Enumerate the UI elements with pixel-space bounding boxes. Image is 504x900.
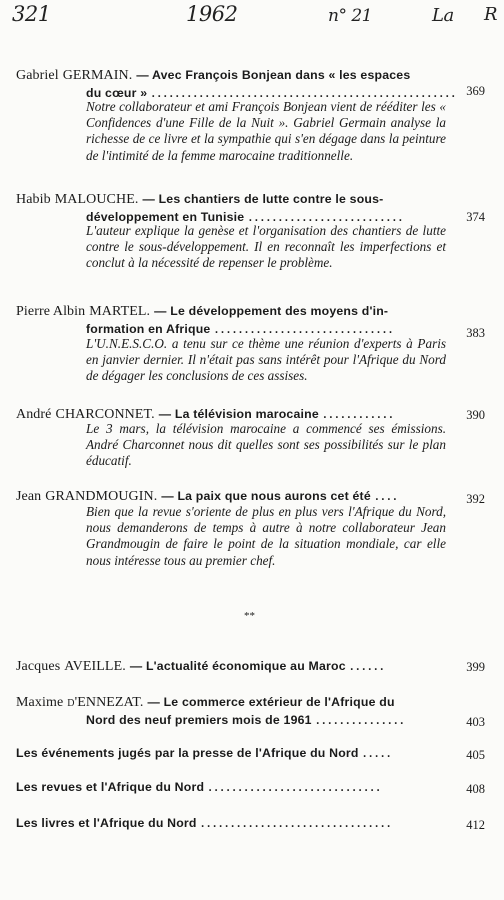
entry-head-line: Maxime d'ENNEZAT. — Le commerce extérieur de l'Afrique du — [16, 695, 395, 710]
article-title-line2: développement en Tunisie — [86, 210, 245, 224]
page-number: 408 — [466, 782, 485, 796]
author-last-name: AVEILLE. — [64, 659, 126, 674]
handwritten-issue-number: n° 21 — [328, 6, 372, 26]
article-description: Le 3 mars, la télévision marocaine a commencé ses émissions. André Charconnet nous dit quelles sont ses possibilités sur le plan éducatif. — [86, 421, 446, 469]
leader-dots: ............... — [315, 711, 406, 728]
handwritten-year: 1962 — [186, 2, 238, 26]
section-title-line — [16, 814, 393, 832]
leader-dots: ...... — [349, 657, 386, 674]
article-title: L'actualité économique au Maroc — [145, 659, 346, 673]
section-title-line — [16, 778, 382, 796]
page-number: 399 — [466, 660, 485, 674]
section-title: Les livres et l'Afrique du Nord — [16, 816, 197, 830]
entry-head-line: Habib MALOUCHE. — Les chantiers de lutte contre le sous- — [16, 192, 384, 207]
article-title-line2: formation en Afrique — [86, 322, 211, 336]
section-title: Les revues et l'Afrique du Nord — [16, 780, 205, 794]
leader-dots: ............ — [322, 405, 395, 422]
leader-dots: .... — [374, 487, 399, 504]
article-description: L'U.N.E.S.C.O. a tenu sur ce thème une réunion d'experts à Paris en janvier dernier. Il n'était pas sans intérêt pour l'Afrique du Nord de dégager les conclusions de ces assises. — [86, 336, 446, 384]
article-description: Notre collaborateur et ami François Bonjean vient de rééditer les « Confidences d'une Fille de la Nuit ». Gabriel Germain analyse la richesse de ce livre et la sympathie qui s'en dégage dans la peinture de l'intimité de la femme marocaine traditionnelle. — [86, 99, 446, 163]
page-number: 390 — [466, 408, 485, 422]
article-title: Le développement des moyens d'in- — [170, 304, 389, 318]
page-number: 412 — [466, 818, 485, 832]
entry-head-line: Jean GRANDMOUGIN. — La paix que nous aurons cet été .... — [16, 487, 399, 504]
leader-dots: .......................... — [248, 208, 405, 225]
article-title: Les chantiers de lutte contre le sous- — [158, 192, 384, 206]
author-first-name: Jean — [16, 489, 42, 504]
author-last-name: MARTEL. — [89, 304, 151, 319]
author-first-name: Pierre Albin — [16, 304, 86, 319]
author-first-name: André — [16, 407, 52, 422]
leader-dots: ................................................... — [151, 84, 458, 101]
entry-head-line: André CHARCONNET. — La télévision marocaine ............ — [16, 405, 395, 422]
article-title-line2: Nord des neuf premiers mois de 1961 — [86, 713, 312, 727]
author-first-name: Jacques — [16, 659, 61, 674]
section-title: Les événements jugés par la presse de l'Afrique du Nord — [16, 746, 359, 760]
entry-head-line: Gabriel GERMAIN. — Avec François Bonjean dans « les espaces — [16, 68, 411, 83]
entry-title-continued — [86, 711, 406, 729]
article-title-line2: du cœur » — [86, 86, 148, 100]
page-number: 405 — [466, 748, 485, 762]
author-first-name: Maxime — [16, 695, 64, 710]
handwritten-edge-mark: R — [484, 4, 498, 25]
author-last-name: GERMAIN. — [62, 68, 133, 83]
entry-head-line: Pierre Albin MARTEL. — Le développement des moyens d'in- — [16, 304, 389, 319]
asterism-separator: ** — [244, 610, 255, 622]
leader-dots: ................................ — [200, 814, 393, 831]
author-last-name: d'ENNEZAT. — [67, 695, 144, 710]
author-last-name: GRANDMOUGIN. — [45, 489, 158, 504]
handwritten-la: La — [432, 5, 454, 26]
article-title: Le commerce extérieur de l'Afrique du — [163, 695, 395, 709]
article-title: La télévision marocaine — [174, 407, 319, 421]
leader-dots: ............................. — [208, 778, 383, 795]
article-description: L'auteur explique la genèse et l'organisation des chantiers de lutte contre le sous-développement. Il en reconnaît les imperfections et conclut à la nécessité de repenser le problème. — [86, 223, 446, 271]
article-title: Avec François Bonjean dans « les espaces — [152, 68, 411, 82]
article-description: Bien que la revue s'oriente de plus en plus vers l'Afrique du Nord, nous demanderons de temps à autre à notre collaborateur Jean Grandmougin de faire le point de la situation mondiale, car elle nous intéresse tous au premier chef. — [86, 504, 446, 568]
page-number: 392 — [466, 492, 485, 506]
leader-dots: ..... — [362, 744, 393, 761]
section-title-line — [16, 744, 393, 762]
handwritten-reference: 321 — [12, 2, 51, 26]
page-number: 369 — [466, 84, 485, 98]
page-number: 403 — [466, 715, 485, 729]
entry-head-line: Jacques AVEILLE. — L'actualité économique au Maroc ...... — [16, 657, 386, 674]
author-last-name: CHARCONNET. — [55, 407, 155, 422]
author-first-name: Gabriel — [16, 68, 59, 83]
page-number: 383 — [466, 326, 485, 340]
author-first-name: Habib — [16, 192, 51, 207]
author-last-name: MALOUCHE. — [54, 192, 139, 207]
page-number: 374 — [466, 210, 485, 224]
article-title: La paix que nous aurons cet été — [177, 489, 371, 503]
leader-dots: .............................. — [214, 320, 395, 337]
